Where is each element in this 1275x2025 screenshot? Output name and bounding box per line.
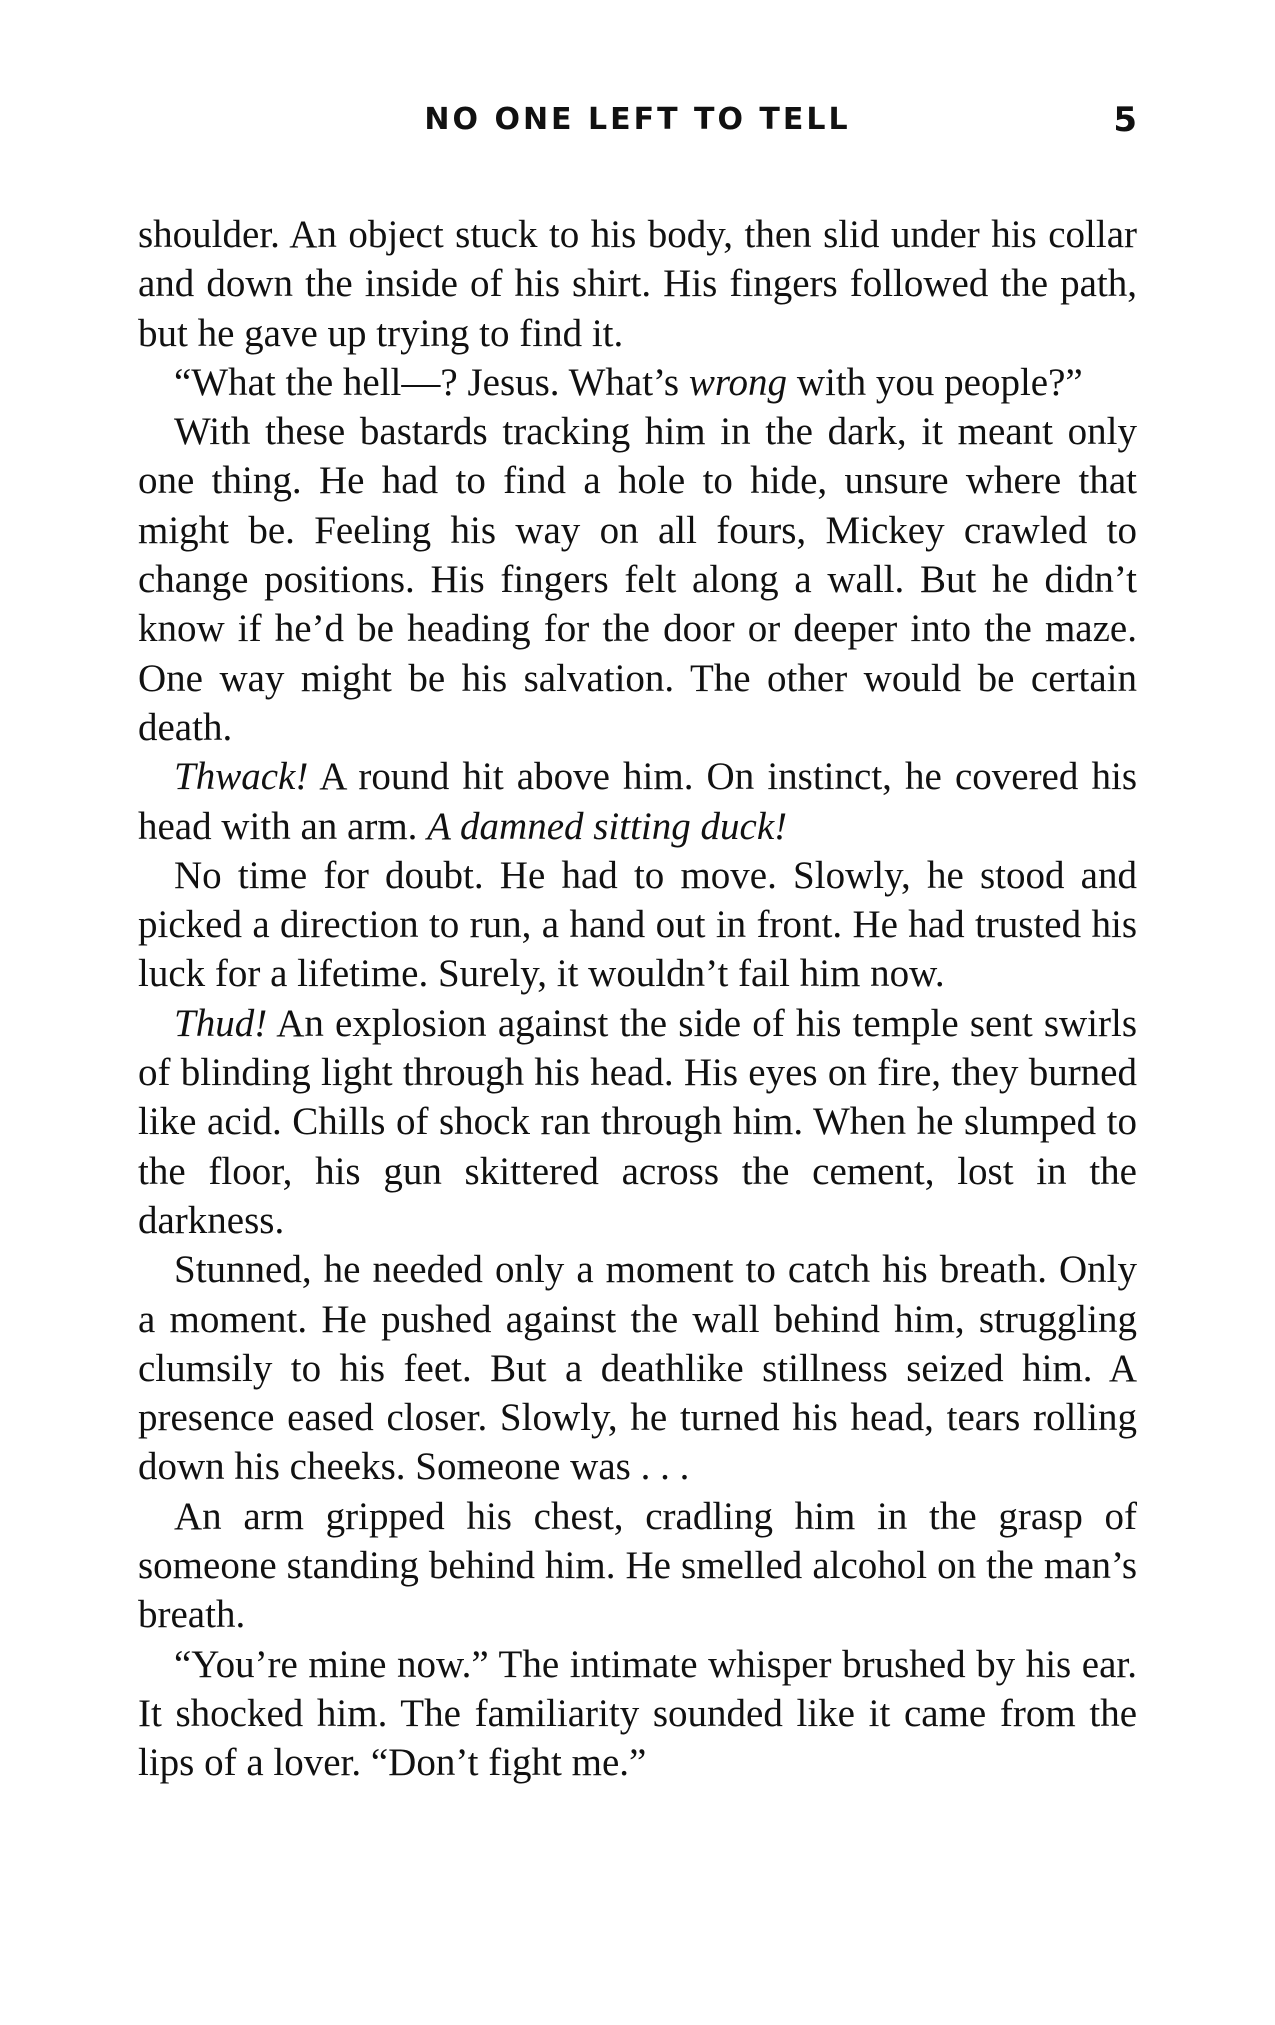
paragraph-5 xyxy=(138,851,1137,999)
text-run: with you people?” xyxy=(787,360,1083,404)
page-number: 5 xyxy=(1113,100,1137,140)
paragraph-4 xyxy=(138,752,1137,851)
italic-run: Thwack! xyxy=(174,755,309,799)
text-run: A round hit above him. On instinct, he covered his head with an arm. xyxy=(138,755,1137,848)
paragraph-8 xyxy=(138,1492,1137,1640)
paragraph-9 xyxy=(138,1640,1137,1788)
text-run: An arm gripped his chest, cradling him in the grasp of someone standing behind him. He smelled alcohol on the man’s breath. xyxy=(138,1494,1137,1637)
running-title: NO ONE LEFT TO TELL xyxy=(424,102,851,137)
text-run: No time for doubt. He had to move. Slowly, he stood and picked a direction to run, a hand out in front. He had trusted his luck for a lifetime. Surely, it wouldn’t fail him now. xyxy=(138,853,1137,996)
text-run: An explosion against the side of his temple sent swirls of blinding light through his head. His eyes on fire, they burned like acid. Chills of shock ran through him. When he slumped to the floor, his gun skittered across the cement, lost in the darkness. xyxy=(138,1001,1137,1242)
text-run: With these bastards tracking him in the dark, it meant only one thing. He had to find a hole to hide, unsure where that might be. Feeling his way on all fours, Mickey crawled to change positions. His fingers felt along a wall. But he didn’t know if he’d be heading for the door or deeper into the maze. One way might be his salvation. The other would be certain death. xyxy=(138,410,1137,749)
paragraph-2 xyxy=(138,358,1137,407)
text-run: Stunned, he needed only a moment to catch his breath. Only a moment. He pushed against the wall behind him, struggling clumsily to his feet. But a deathlike stillness seized him. A presence eased closer. Slowly, he turned his head, tears rolling down his cheeks. Someone was . . . xyxy=(138,1248,1137,1489)
running-header xyxy=(138,100,1137,140)
text-run: “You’re mine now.” The intimate whisper brushed by his ear. It shocked him. The familiarity sounded like it came from the lips of a lover. “Don’t fight me.” xyxy=(138,1642,1137,1785)
body-text xyxy=(138,210,1137,1788)
italic-run: A damned sitting duck! xyxy=(427,804,788,848)
text-run: “What the hell—? Jesus. What’s xyxy=(174,360,689,404)
paragraph-3 xyxy=(138,407,1137,752)
paragraph-7 xyxy=(138,1245,1137,1491)
paragraph-1 xyxy=(138,210,1137,358)
paragraph-6 xyxy=(138,999,1137,1245)
italic-run: wrong xyxy=(688,360,788,404)
italic-run: Thud! xyxy=(174,1001,268,1045)
text-run: shoulder. An object stuck to his body, then slid under his collar and down the inside of his shirt. His fingers followed the path, but he gave up trying to find it. xyxy=(138,213,1137,355)
